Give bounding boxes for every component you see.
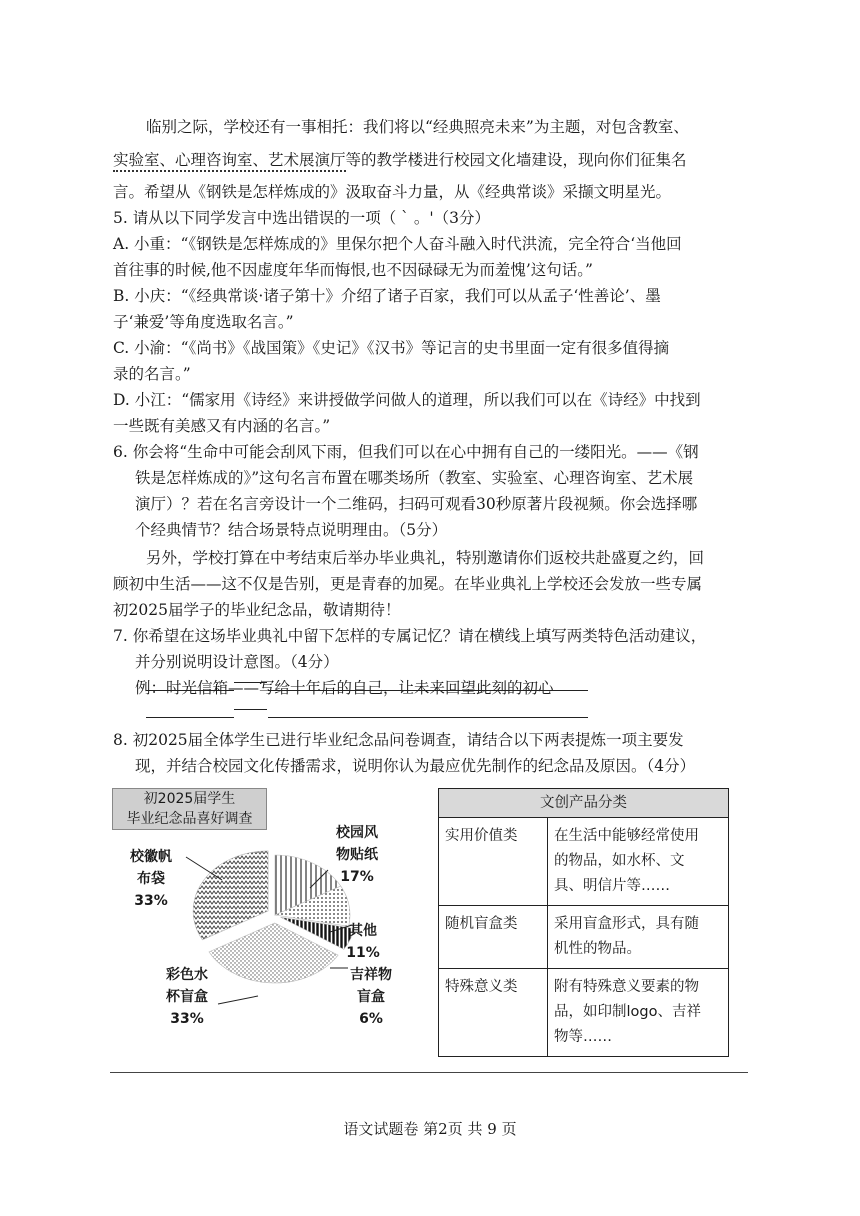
q6-line-2: 铁是怎样炼成的》”这句名言布置在哪类场所（教室、实验室、心理咨询室、艺术展 (135, 469, 694, 487)
desc-line: 机性的物品。 (554, 941, 641, 957)
leader-line-cup (218, 996, 258, 1004)
pie-label-sticker (322, 822, 392, 888)
desc-line: 具、明信片等…… (554, 878, 670, 894)
desc-line: 附有特殊意义要素的物 (554, 979, 699, 995)
q5-option-b-1: B. 小庆：“《经典常谈·诸子第十》介绍了诸子百家，我们可以从孟子‘性善论’、墨 (113, 287, 661, 305)
pie-label-cup (155, 964, 219, 1030)
desc-line: 的物品，如水杯、文 (554, 853, 685, 869)
pie-label-mascot (342, 964, 400, 1030)
mid-line-3: 初2025届学子的毕业纪念品，敬请期待！ (113, 601, 401, 619)
chart-title-line-2: 毕业纪念品喜好调查 (126, 811, 253, 827)
pie-value-cup: 33% (170, 1011, 204, 1027)
desc-line: 在生活中能够经常使用 (554, 828, 699, 844)
table-row (439, 818, 729, 906)
q6-line-4: 个经典情节？结合场景特点说明理由。（5分） (135, 521, 448, 539)
page-footer: 语文试题卷 第2页 共 9 页 (343, 1120, 517, 1138)
pie-value-sticker: 17% (340, 869, 374, 885)
table-cell-category: 特殊意义类 (439, 969, 548, 1057)
pie-label-mascot-l2: 盲盒 (357, 989, 385, 1005)
pie-value-other: 11% (346, 945, 380, 961)
q6-line-1: 6. 你会将“生命中可能会刮风下雨，但我们可以在心中拥有自己的一缕阳光。——《钢 (113, 443, 699, 461)
q5-option-a-2: 首往事的时候,他不因虚度年华而悔恨,也不因碌碌无为而羞愧’这句话。” (113, 261, 593, 279)
q5-option-a-1: A. 小重：“《钢铁是怎样炼成的》里保尔把个人奋斗融入时代洪流，完全符合‘当他回 (113, 235, 682, 253)
table-row (439, 906, 729, 969)
q6-line-3: 演厅）？若在名言旁设计一个二维码，扫码可观看30秒原著片段视频。你会选择哪 (135, 495, 698, 513)
pie-value-mascot: 6% (359, 1011, 383, 1027)
mid-line-2: 顾初中生活——这不仅是告别，更是青春的加冕。在毕业典礼上学校还会发放一些专属 (113, 575, 703, 593)
intro-line-3: 言。希望从《钢铁是怎样炼成的》汲取奋斗力量，从《经典常谈》采撷文明星光。 (113, 183, 672, 201)
table-row (439, 969, 729, 1057)
pie-label-other (338, 920, 388, 964)
pie-value-bag: 33% (134, 893, 168, 909)
desc-line: 物等…… (554, 1029, 612, 1045)
q5-option-c-2: 录的名言。” (113, 365, 191, 383)
table-cell-description (548, 969, 729, 1057)
mid-line-1: 另外，学校打算在中考结束后举办毕业典礼，特别邀请你们返校共赴盛夏之约，回 (146, 549, 705, 567)
q5-option-c-1: C. 小渝：“《尚书》《战国策》《史记》《汉书》等记言的史书里面一定有很多值得摘 (113, 339, 670, 357)
q7-line-2: 并分别说明设计意图。（4分） (135, 653, 339, 671)
product-category-table (438, 788, 729, 1057)
q7-line-1: 7. 你希望在这场毕业典礼中留下怎样的专属记忆？请在横线上填写两类特色活动建议， (113, 627, 707, 645)
q5-option-d-2: 一些既有美感又有内涵的名言。” (113, 417, 331, 435)
intro-line-2-rest: 等的教学楼进行校园文化墙建设，现向你们征集名 (345, 151, 687, 169)
pie-label-sticker-l2: 物贴纸 (336, 847, 378, 863)
intro-wavy-text: 实验室、心理咨询室、艺术展演厅 (113, 151, 346, 172)
table-header: 文创产品分类 (439, 789, 729, 818)
chart-title-line-1: 初2025届学生 (143, 791, 236, 807)
q5-option-b-2: 子‘兼爱’等角度选取名言。” (113, 313, 294, 331)
pie-label-cup-l1: 彩色水 (166, 967, 208, 983)
pie-label-bag-l2: 布袋 (137, 871, 165, 887)
q7-example: 例：时光信箱——写给十年后的自己，让未来回望此刻的初心 (135, 679, 554, 697)
pie-label-cup-l2: 杯盲盒 (166, 989, 208, 1005)
q5-option-d-1: D. 小江：“儒家用《诗经》来讲授做学问做人的道理，所以我们可以在《诗经》中找到 (113, 391, 701, 409)
q8-line-1: 8. 初2025届全体学生已进行毕业纪念品问卷调查，请结合以下两表提炼一项主要发 (113, 731, 684, 749)
pie-label-sticker-l1: 校园风 (336, 825, 378, 841)
desc-line: 采用盲盒形式，具有随 (554, 916, 699, 932)
table-cell-category: 随机盲盒类 (439, 906, 548, 969)
pie-label-bag-l1: 校徽帆 (130, 849, 172, 865)
pie-slice-badge-bag (193, 851, 268, 940)
table-cell-description (548, 906, 729, 969)
table-cell-category: 实用价值类 (439, 818, 548, 906)
page-divider (110, 1072, 748, 1073)
pie-label-other-l1: 其他 (349, 923, 377, 939)
pie-label-mascot-l1: 吉祥物 (350, 967, 392, 983)
desc-line: 品，如印制logo、吉祥 (554, 1004, 701, 1020)
intro-line-1: 临别之际，学校还有一事相托：我们将以“经典照亮未来”为主题，对包含教室、 (146, 118, 689, 136)
q5-stem: 5. 请从以下同学发言中选出错误的一项（ ` 。'（3分） (113, 209, 490, 227)
pie-label-badge-bag (116, 846, 186, 912)
table-cell-description (548, 818, 729, 906)
q8-line-2: 现，并结合校园文化传播需求，说明你认为最应优先制作的纪念品及原因。（4分） (135, 757, 696, 775)
